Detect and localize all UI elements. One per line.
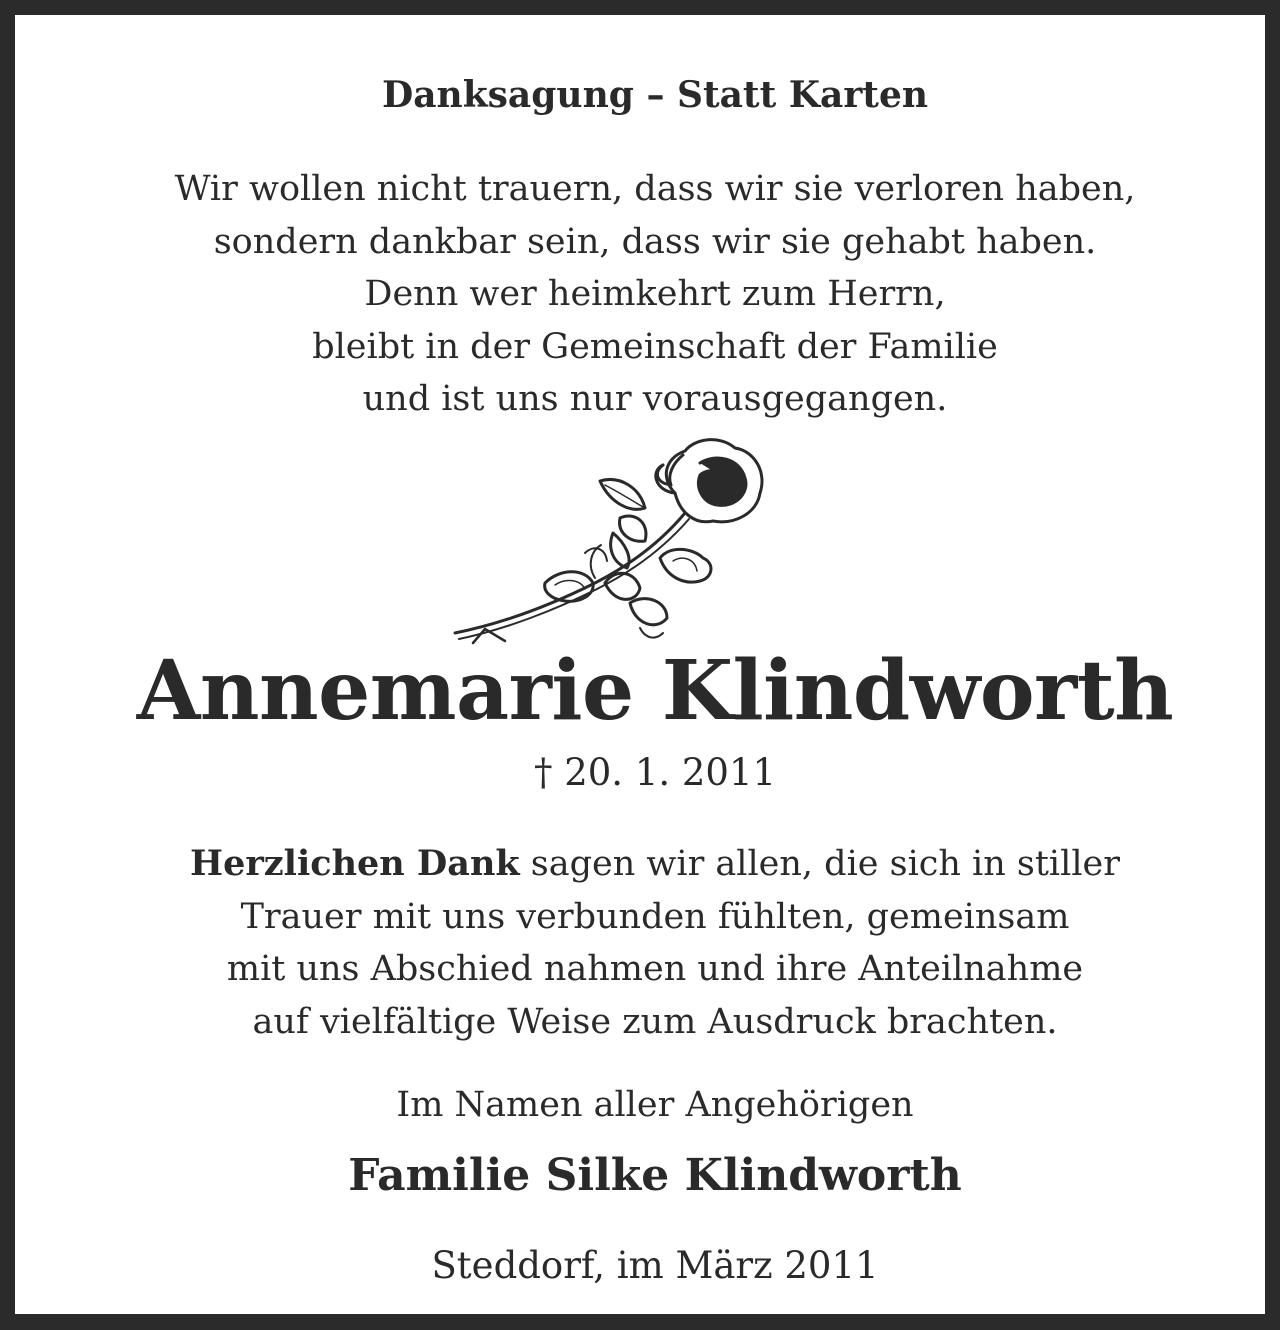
family-name: Familie Silke Klindworth [348,1150,962,1201]
poem-line: Wir wollen nicht trauern, dass wir sie verloren haben, [174,169,1136,209]
poem-line: sondern dankbar sein, dass wir sie gehabt haben. [213,221,1097,262]
deceased-name: Annemarie Klindworth [136,643,1174,739]
death-date: † 20. 1. 2011 [533,751,777,794]
thanks-line: mit uns Abschied nahmen und ihre Anteilnahme [226,949,1084,989]
thanks-line [15,838,1280,891]
poem-line: bleibt in der Gemeinschaft der Familie [312,326,998,367]
signoff-text: Im Namen aller Angehörigen [396,1085,914,1125]
place-date: Steddorf, im März 2011 [431,1244,879,1287]
thanks-lead: Herzlichen Dank [190,843,520,884]
thanks-first-rest: sagen wir allen, die sich in stiller [519,844,1120,884]
thanks-line: auf vielfältige Weise zum Ausdruck brachten. [252,1001,1058,1042]
thanks-line: Trauer mit uns verbunden fühlten, gemeinsam [240,896,1070,937]
poem-line: und ist uns nur vorausgegangen. [362,379,948,419]
poem-line: Denn wer heimkehrt zum Herrn, [364,274,946,314]
notice-heading: Danksagung – Statt Karten [381,74,929,116]
thanks-text [15,838,1280,1048]
poem [15,163,1280,426]
rose-icon [445,433,775,655]
